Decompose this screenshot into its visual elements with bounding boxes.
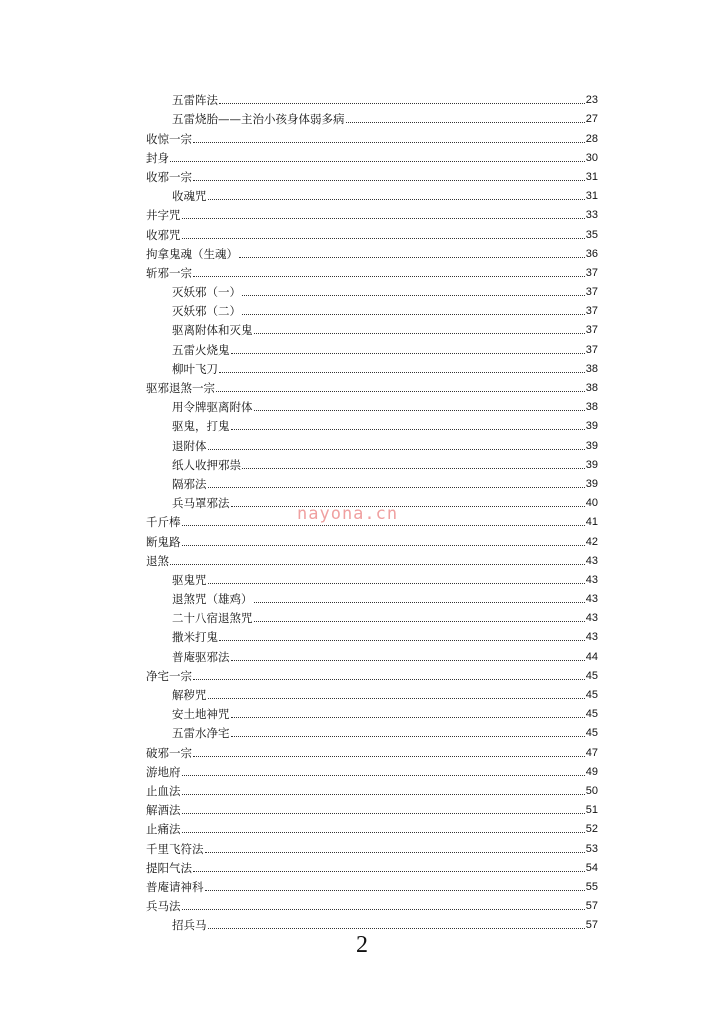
toc-entry-title: 千里飞符法 xyxy=(146,841,204,856)
toc-entry-title: 普庵请神科 xyxy=(146,879,204,894)
toc-entry-title: 井字咒 xyxy=(146,208,181,223)
dot-leader xyxy=(231,506,585,507)
dot-leader xyxy=(254,410,585,411)
toc-entry-page: 39 xyxy=(585,439,598,452)
toc-entry-title: 退附体 xyxy=(172,438,207,453)
toc-entry-page: 30 xyxy=(585,151,598,164)
dot-leader xyxy=(193,142,585,143)
toc-entry-title: 五雷烧胎——主治小孩身体弱多病 xyxy=(172,112,345,127)
toc-entry[interactable] xyxy=(146,779,598,798)
toc-entry-title: 游地府 xyxy=(146,764,181,779)
toc-entry-title: 退煞咒（雄鸡） xyxy=(172,592,253,607)
dot-leader xyxy=(182,775,585,776)
toc-entry[interactable] xyxy=(146,836,598,855)
toc-entry[interactable] xyxy=(146,395,598,414)
toc-entry[interactable] xyxy=(146,357,598,376)
toc-entry[interactable] xyxy=(146,203,598,222)
dot-leader xyxy=(182,909,585,910)
dot-leader xyxy=(219,640,585,641)
toc-entry[interactable] xyxy=(146,107,598,126)
toc-entry-title: 驱邪退煞一宗 xyxy=(146,381,215,395)
toc-entry-page: 31 xyxy=(585,170,598,183)
dot-leader xyxy=(208,928,585,929)
dot-leader xyxy=(182,238,585,239)
toc-entry-page: 55 xyxy=(585,880,598,893)
toc-entry-page: 53 xyxy=(585,842,598,855)
toc-entry-page: 54 xyxy=(585,861,598,874)
toc-entry-page: 45 xyxy=(585,708,598,721)
dot-leader xyxy=(170,161,585,162)
toc-entry-title: 五雷火烧鬼 xyxy=(172,342,230,357)
toc-entry-title: 封身 xyxy=(146,150,169,165)
toc-entry-title: 收邪咒 xyxy=(146,227,181,242)
dot-leader xyxy=(193,679,585,680)
toc-entry-page: 27 xyxy=(585,113,598,126)
toc-entry[interactable] xyxy=(146,376,598,395)
toc-entry[interactable] xyxy=(146,606,598,625)
toc-entry-title: 二十八宿退煞咒 xyxy=(172,611,253,626)
toc-entry[interactable] xyxy=(146,913,598,932)
toc-entry[interactable] xyxy=(146,472,598,491)
toc-entry-page: 31 xyxy=(585,190,598,203)
toc-entry-title: 兵马罩邪法 xyxy=(172,496,230,511)
toc-entry-title: 招兵马 xyxy=(172,918,207,933)
toc-entry[interactable] xyxy=(146,625,598,644)
toc-entry[interactable] xyxy=(146,587,598,606)
toc-entry-title: 千斤棒 xyxy=(146,515,181,530)
toc-entry-title: 斩邪一宗 xyxy=(146,265,192,280)
toc-entry-title: 收惊一宗 xyxy=(146,131,192,146)
toc-entry-page: 33 xyxy=(585,209,598,222)
watermark: nayona.cn xyxy=(297,504,399,524)
dot-leader xyxy=(182,525,585,526)
toc-entry-page: 43 xyxy=(585,554,598,567)
toc-entry-page: 28 xyxy=(585,132,598,145)
dot-leader xyxy=(219,103,585,104)
toc-entry-title: 净宅一宗 xyxy=(146,668,192,683)
dot-leader xyxy=(208,487,585,488)
toc-entry-title: 解秽咒 xyxy=(172,688,207,702)
toc-entry[interactable] xyxy=(146,165,598,184)
dot-leader xyxy=(231,429,585,430)
toc-entry-page: 57 xyxy=(585,900,598,913)
dot-leader xyxy=(216,391,585,392)
toc-entry-title: 隔邪法 xyxy=(172,476,207,491)
toc-entry-title: 收邪一宗 xyxy=(146,169,192,184)
toc-entry[interactable] xyxy=(146,414,598,433)
toc-entry[interactable] xyxy=(146,529,598,548)
toc-entry-title: 柳叶飞刀 xyxy=(172,361,218,376)
toc-entry-page: 43 xyxy=(585,573,598,586)
toc-entry-title: 普庵驱邪法 xyxy=(172,649,230,664)
dot-leader xyxy=(182,545,585,546)
toc-entry-title: 解酒法 xyxy=(146,803,181,818)
dot-leader xyxy=(193,276,585,277)
dot-leader xyxy=(193,871,585,872)
toc-entry[interactable] xyxy=(146,856,598,875)
toc-entry[interactable] xyxy=(146,280,598,299)
toc-entry[interactable] xyxy=(146,549,598,568)
toc-entry-page: 43 xyxy=(585,612,598,625)
dot-leader xyxy=(208,583,585,584)
toc-entry-page: 51 xyxy=(585,804,598,817)
toc-entry[interactable] xyxy=(146,299,598,318)
toc-entry[interactable] xyxy=(146,721,598,740)
toc-entry[interactable] xyxy=(146,817,598,836)
toc-entry-title: 收魂咒 xyxy=(172,189,207,204)
toc-entry[interactable] xyxy=(146,337,598,356)
dot-leader xyxy=(205,890,585,891)
toc-entry[interactable] xyxy=(146,798,598,817)
toc-entry-page: 50 xyxy=(585,784,598,797)
toc-entry-page: 49 xyxy=(585,765,598,778)
toc-entry[interactable] xyxy=(146,644,598,663)
toc-entry-page: 35 xyxy=(585,228,598,241)
dot-leader xyxy=(242,295,585,296)
toc-entry[interactable] xyxy=(146,222,598,241)
toc-entry-page: 57 xyxy=(585,919,598,932)
toc-entry-page: 45 xyxy=(585,669,598,682)
dot-leader xyxy=(242,468,585,469)
toc-entry-title: 破邪一宗 xyxy=(146,745,192,760)
toc-entry-page: 43 xyxy=(585,593,598,606)
toc-entry-page: 47 xyxy=(585,746,598,759)
toc-entry-title: 灭妖邪（一） xyxy=(172,285,241,300)
toc-entry-title: 纸人收押邪祟 xyxy=(172,457,241,472)
toc-entry-title: 断鬼路 xyxy=(146,534,181,549)
toc-entry-title: 五雷水净宅 xyxy=(172,726,230,741)
toc-entry[interactable] xyxy=(146,568,598,587)
dot-leader xyxy=(231,717,585,718)
dot-leader xyxy=(231,353,585,354)
toc-entry[interactable] xyxy=(146,261,598,280)
dot-leader xyxy=(346,122,585,123)
toc-entry-page: 36 xyxy=(585,247,598,260)
toc-entry-title: 安土地神咒 xyxy=(172,707,230,722)
toc-entry[interactable] xyxy=(146,88,598,107)
dot-leader xyxy=(193,756,585,757)
toc-entry-title: 止痛法 xyxy=(146,822,181,837)
toc-entry-title: 驱鬼咒 xyxy=(172,572,207,587)
toc-entry-title: 驱鬼，打鬼 xyxy=(172,419,230,434)
toc-entry-page: 37 xyxy=(585,305,598,318)
toc-entry-page: 45 xyxy=(585,727,598,740)
dot-leader xyxy=(182,813,585,814)
toc-entry[interactable] xyxy=(146,683,598,702)
toc-entry-title: 撒米打鬼 xyxy=(172,630,218,645)
toc-entry-page: 42 xyxy=(585,535,598,548)
dot-leader xyxy=(239,257,585,258)
toc-entry-page: 38 xyxy=(585,382,598,394)
toc-entry[interactable] xyxy=(146,433,598,452)
dot-leader xyxy=(219,372,585,373)
toc-entry[interactable] xyxy=(146,875,598,894)
dot-leader xyxy=(193,180,585,181)
toc-entry[interactable] xyxy=(146,453,598,472)
toc-entry-title: 退煞 xyxy=(146,553,169,568)
dot-leader xyxy=(182,218,585,219)
toc-entry-page: 37 xyxy=(585,266,598,279)
dot-leader xyxy=(242,314,585,315)
toc-entry-page: 37 xyxy=(585,286,598,299)
page-number: 2 xyxy=(356,932,368,958)
dot-leader xyxy=(182,832,585,833)
dot-leader xyxy=(205,852,585,853)
toc-entry-page: 43 xyxy=(585,631,598,644)
toc-entry[interactable] xyxy=(146,242,598,261)
dot-leader xyxy=(208,449,585,450)
dot-leader xyxy=(254,333,585,334)
dot-leader xyxy=(208,698,585,699)
toc-entry-page: 39 xyxy=(585,458,598,471)
toc-entry[interactable] xyxy=(146,740,598,759)
toc-entry-page: 23 xyxy=(585,94,598,107)
toc-entry-title: 拘拿鬼魂（生魂） xyxy=(146,246,238,261)
dot-leader xyxy=(254,602,585,603)
toc-entry[interactable] xyxy=(146,184,598,203)
dot-leader xyxy=(208,199,585,200)
toc-entry-title: 驱离附体和灭鬼 xyxy=(172,323,253,338)
toc-entry-page: 37 xyxy=(585,324,598,337)
toc-entry-title: 灭妖邪（二） xyxy=(172,304,241,319)
toc-entry[interactable] xyxy=(146,318,598,337)
dot-leader xyxy=(182,794,585,795)
toc-entry-page: 39 xyxy=(585,420,598,433)
dot-leader xyxy=(254,621,585,622)
toc-entry[interactable] xyxy=(146,146,598,165)
toc-entry-page: 45 xyxy=(585,689,598,701)
toc-entry[interactable] xyxy=(146,760,598,779)
toc-entry-page: 44 xyxy=(585,650,598,663)
dot-leader xyxy=(231,660,585,661)
toc-entry-title: 提阳气法 xyxy=(146,860,192,875)
toc-entry-page: 39 xyxy=(585,477,598,490)
toc-entry-page: 40 xyxy=(585,497,598,510)
toc-entry-page: 38 xyxy=(585,401,598,414)
toc-entry-page: 41 xyxy=(585,516,598,529)
toc-entry[interactable] xyxy=(146,126,598,145)
dot-leader xyxy=(170,564,585,565)
toc-entry-title: 用令牌驱离附体 xyxy=(172,400,253,415)
toc-entry-page: 52 xyxy=(585,823,598,836)
toc-entry-page: 37 xyxy=(585,343,598,356)
toc-entry[interactable] xyxy=(146,702,598,721)
toc-entry[interactable] xyxy=(146,894,598,913)
toc-entry[interactable] xyxy=(146,664,598,683)
toc-entry-title: 止血法 xyxy=(146,783,181,798)
toc-entry-title: 兵马法 xyxy=(146,899,181,914)
dot-leader xyxy=(231,736,585,737)
toc-entry-title: 五雷阵法 xyxy=(172,93,218,108)
toc-entry-page: 38 xyxy=(585,362,598,375)
